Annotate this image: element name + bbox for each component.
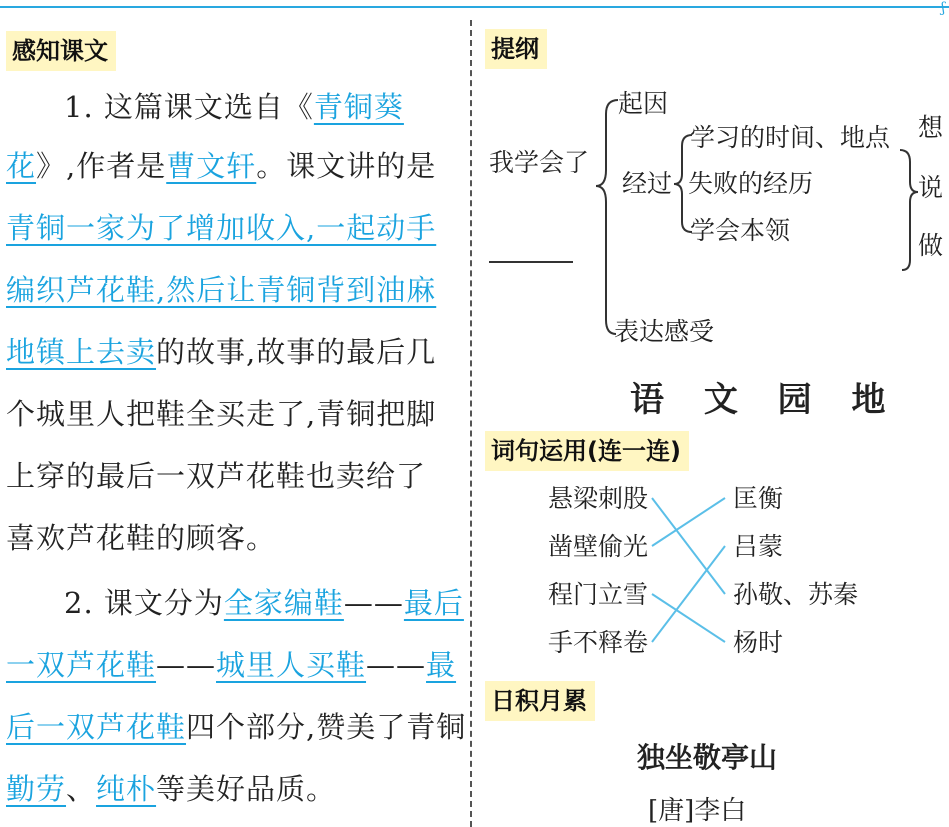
- match-right-2: 吕蒙: [733, 532, 784, 561]
- answer-book-end: 花: [6, 149, 37, 183]
- text-line-7: 上穿的最后一双芦花鞋也卖给了: [6, 459, 427, 493]
- match-left-1: 悬梁刺股: [548, 484, 649, 513]
- text-segment: 四个部分,赞美了青铜: [186, 710, 467, 744]
- answer-part-1: 全家编鞋: [223, 586, 344, 620]
- section-heading-accumulate: 日积月累: [485, 681, 595, 721]
- answer-story: 地镇上去卖: [6, 335, 157, 369]
- answer-part-3: 城里人买鞋: [216, 648, 367, 682]
- text-segment: 2. 课文分为: [64, 586, 224, 620]
- outline-side-2: 说: [918, 173, 944, 202]
- answer-quality-2: 纯朴: [96, 772, 157, 806]
- dash: ——: [156, 648, 217, 682]
- text-segment: 的故事,故事的最后几: [156, 335, 437, 369]
- answer-story: 编织芦花鞋,然后让青铜背到油麻: [6, 273, 437, 307]
- text-line-6: 个城里人把鞋全买走了,青铜把脚: [6, 397, 437, 431]
- section-heading-match: 词句运用(连一连): [485, 431, 689, 471]
- corner-mark: ʃ: [941, 0, 945, 16]
- outline-sub-2: 失败的经历: [688, 169, 814, 198]
- answer-part-4: 后一双芦花鞋: [6, 710, 187, 744]
- outline-cause: 起因: [618, 89, 669, 118]
- poem-title: 独坐敬亭山: [637, 741, 778, 774]
- section-heading-perceive: 感知课文: [6, 31, 116, 71]
- answer-book: 青铜葵: [313, 90, 404, 124]
- answer-part-4: 最: [426, 648, 457, 682]
- text-line-8: 喜欢芦花鞋的顾客。: [6, 521, 277, 555]
- match-left-3: 程门立雪: [548, 580, 649, 609]
- text-segment: 1. 这篇课文选自《: [64, 90, 314, 124]
- dash: ——: [343, 586, 404, 620]
- outline-sub-3: 学会本领: [690, 216, 791, 245]
- garden-title: 语 文 园 地: [630, 380, 900, 420]
- outline-feeling: 表达感受: [614, 317, 715, 346]
- outline-root: 我学会了: [489, 148, 590, 177]
- answer-author: 曹文轩: [166, 149, 257, 183]
- match-left-4: 手不释卷: [548, 628, 649, 657]
- match-right-4: 杨时: [733, 628, 784, 657]
- text-segment: 等美好品质。: [156, 772, 337, 806]
- outline-process: 经过: [622, 169, 673, 198]
- dash: ——: [366, 648, 427, 682]
- separator: 、: [66, 772, 97, 806]
- outline-side-1: 想: [918, 113, 944, 142]
- answer-part-2: 最后: [403, 586, 464, 620]
- match-right-3: 孙敬、苏秦: [733, 580, 859, 609]
- text-segment: 》,作者是: [36, 149, 167, 183]
- outline-side-3: 做: [918, 231, 944, 260]
- section-heading-outline: 提纲: [485, 29, 547, 69]
- match-left-2: 凿壁偷光: [548, 532, 649, 561]
- answer-story: 青铜一家为了增加收入,一起动手: [6, 211, 437, 245]
- outline-sub-1: 学习的时间、地点: [690, 123, 891, 152]
- poem-author: [唐]李白: [648, 796, 747, 826]
- match-right-1: 匡衡: [733, 484, 784, 513]
- answer-part-2: 一双芦花鞋: [6, 648, 157, 682]
- text-segment: 。课文讲的是: [256, 149, 437, 183]
- answer-quality-1: 勤劳: [6, 772, 67, 806]
